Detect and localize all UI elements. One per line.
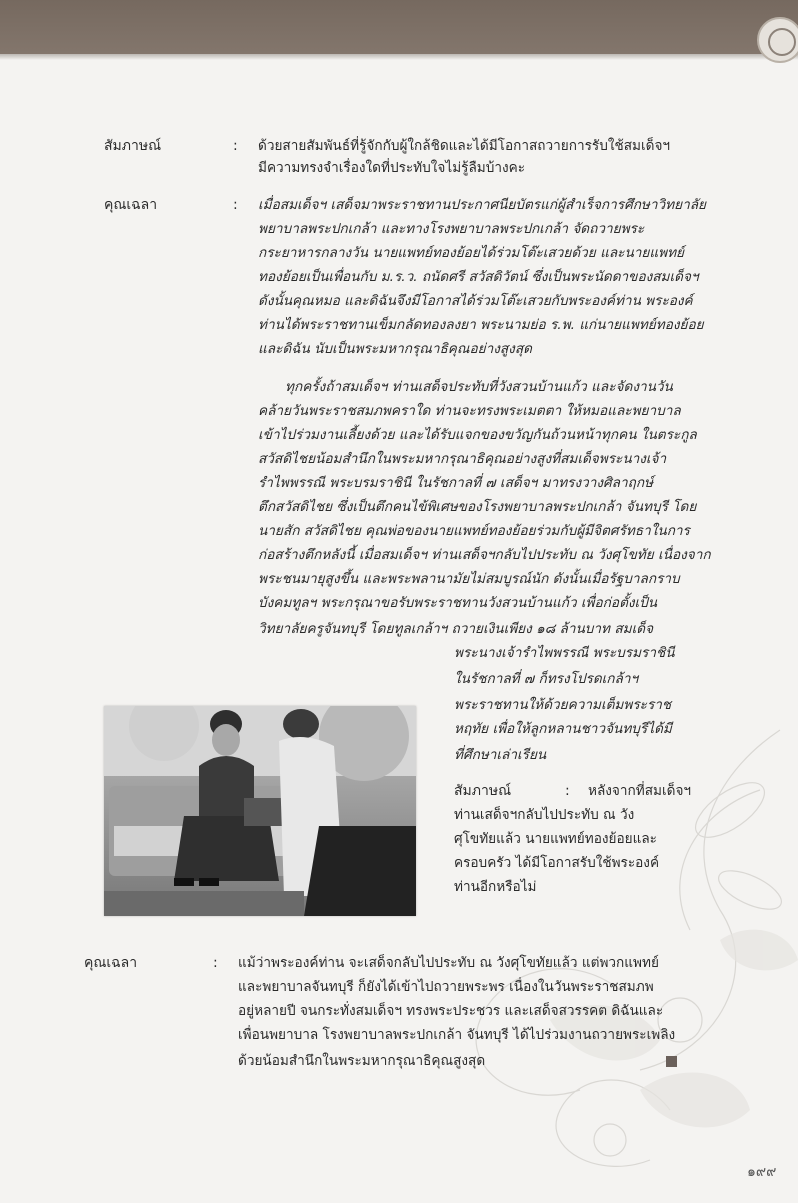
answer-line: พระราชทานให้ด้วยความเต็มพระราช — [454, 697, 672, 713]
answer-line: ก่อสร้างตึกหลังนี้ เมื่อสมเด็จฯ ท่านเสด็จฯกลับไปประทับ ณ วังศุโขทัย เนื่องจาก — [258, 547, 711, 563]
answer-line: ในรัชกาลที่ ๗ ก็ทรงโปรดเกล้าฯ — [454, 671, 639, 687]
answer-line: แม้ว่าพระองค์ท่าน จะเสด็จกลับไปประทับ ณ วังศุโขทัยแล้ว แต่พวกแพทย์ — [238, 955, 659, 971]
answer-line: คล้ายวันพระราชสมภพคราใด ท่านจะทรงพระเมตตา ให้หมอและพยาบาล — [258, 403, 681, 419]
speaker-colon: : — [233, 197, 238, 213]
speaker-respondent-label: คุณเฉลา — [84, 955, 138, 971]
photo-image — [104, 706, 416, 916]
answer-line: เมื่อสมเด็จฯ เสด็จมาพระราชทานประกาศนียบัตรแก่ผู้สำเร็จการศึกษาวิทยาลัย — [258, 197, 707, 213]
answer-line: อยู่หลายปี จนกระทั่งสมเด็จฯ ทรงพระประชวร และเสด็จสวรรคต ดิฉันและ — [238, 1003, 664, 1019]
answer-line: สวัสดิไชยน้อมสำนึกในพระมหากรุณาธิคุณอย่างสูงที่สมเด็จพระนางเจ้า — [258, 451, 667, 467]
answer-line: ท่านได้พระราชทานเข็มกลัดทองลงยา พระนามย่อ ร.พ. แก่นายแพทย์ทองย้อย — [258, 317, 704, 333]
answer-line: ทองย้อยเป็นเพื่อนกับ ม.ร.ว. ถนัดศรี สวัสดิวัตน์ ซึ่งเป็นพระนัดดาของสมเด็จฯ — [258, 269, 699, 285]
answer-line: ตึกสวัสดิไชย ซึ่งเป็นตึกคนไข้พิเศษของโรงพยาบาลพระปกเกล้า จันทบุรี โดย — [258, 499, 697, 515]
institution-seal-icon — [757, 17, 798, 63]
answer-line: ทุกครั้งถ้าสมเด็จฯ ท่านเสด็จประทับที่วังสวนบ้านแก้ว และจัดงานวัน — [285, 379, 673, 395]
answer-line: เพื่อนพยาบาล โรงพยาบาลพระปกเกล้า จันทบุรี ได้ไปร่วมงานถวายพระเพลิง — [238, 1027, 676, 1043]
speaker-colon: : — [565, 783, 570, 799]
answer-line: และพยาบาลจันทบุรี ก็ยังได้เข้าไปถวายพระพร เนื่องในวันพระราชสมภพ — [238, 979, 654, 995]
speaker-colon: : — [213, 955, 218, 971]
question-line: ท่านเสด็จฯกลับไปประทับ ณ วัง — [454, 807, 635, 823]
question-line: ด้วยสายสัมพันธ์ที่รู้จักกับผู้ใกล้ชิดและได้มีโอกาสถวายการรับใช้สมเด็จฯ — [258, 138, 671, 154]
floral-watermark — [420, 690, 798, 1190]
answer-line: รำไพพรรณี พระบรมราชินี ในรัชกาลที่ ๗ เสด็จฯ มาทรงวางศิลาฤกษ์ — [258, 475, 654, 491]
top-band — [0, 0, 798, 54]
answer-line: นายสัก สวัสดิไชย คุณพ่อของนายแพทย์ทองย้อยร่วมกับผู้มีจิตศรัทธาในการ — [258, 523, 690, 539]
question-line: ครอบครัว ได้มีโอกาสรับใช้พระองค์ — [454, 855, 660, 871]
answer-line: พยาบาลพระปกเกล้า และทางโรงพยาบาลพระปกเกล้า จัดถวายพระ — [258, 221, 645, 237]
top-band-shadow — [0, 54, 798, 60]
speaker-interviewer-label: สัมภาษณ์ — [454, 783, 512, 799]
answer-line: ด้วยน้อมสำนึกในพระมหากรุณาธิคุณสูงสุด — [238, 1053, 486, 1069]
answer-line: บังคมทูลฯ พระกรุณาขอรับพระราชทานวังสวนบ้านแก้ว เพื่อก่อตั้งเป็น — [258, 595, 658, 611]
question-line: หลังจากที่สมเด็จฯ — [588, 783, 692, 799]
answer-line: วิทยาลัยครูจันทบุรี โดยทูลเกล้าฯ ถวายเงินเพียง ๑๘ ล้านบาท สมเด็จ — [258, 621, 654, 637]
answer-line: และดิฉัน นับเป็นพระมหากรุณาธิคุณอย่างสูงสุด — [258, 341, 532, 357]
answer-line: พระชนมายุสูงขึ้น และพระพลานามัยไม่สมบูรณ์นัก ดังนั้นเมื่อรัฐบาลกราบ — [258, 571, 680, 587]
answer-line: ที่ศึกษาเล่าเรียน — [454, 747, 547, 763]
answer-line: พระนางเจ้ารำไพพรรณี พระบรมราชินี — [454, 645, 675, 661]
answer-line: ดังนั้นคุณหมอ และดิฉันจึงมีโอกาสได้ร่วมโต๊ะเสวยกับพระองค์ท่าน พระองค์ — [258, 293, 693, 309]
answer-line: เข้าไปร่วมงานเลี้ยงด้วย และได้รับแจกของขวัญกันถ้วนหน้าทุกคน ในตระกูล — [258, 427, 697, 443]
end-square-icon — [666, 1056, 677, 1067]
page-number: ๑๙๙ — [747, 1164, 777, 1180]
question-line: มีความทรงจำเรื่องใดที่ประทับใจไม่รู้ลืมบ้างคะ — [258, 160, 526, 176]
speaker-colon: : — [233, 138, 238, 154]
answer-line: หฤทัย เพื่อให้ลูกหลานชาวจันทบุรีได้มี — [454, 721, 672, 737]
speaker-respondent-label: คุณเฉลา — [104, 197, 158, 213]
answer-line: กระยาหารกลางวัน นายแพทย์ทองย้อยได้ร่วมโต๊ะเสวยด้วย และนายแพทย์ — [258, 245, 685, 261]
question-line: ศุโขทัยแล้ว นายแพทย์ทองย้อยและ — [454, 831, 657, 847]
photograph — [104, 706, 416, 916]
speaker-interviewer-label: สัมภาษณ์ — [104, 138, 162, 154]
question-line: ท่านอีกหรือไม่ — [454, 879, 537, 895]
